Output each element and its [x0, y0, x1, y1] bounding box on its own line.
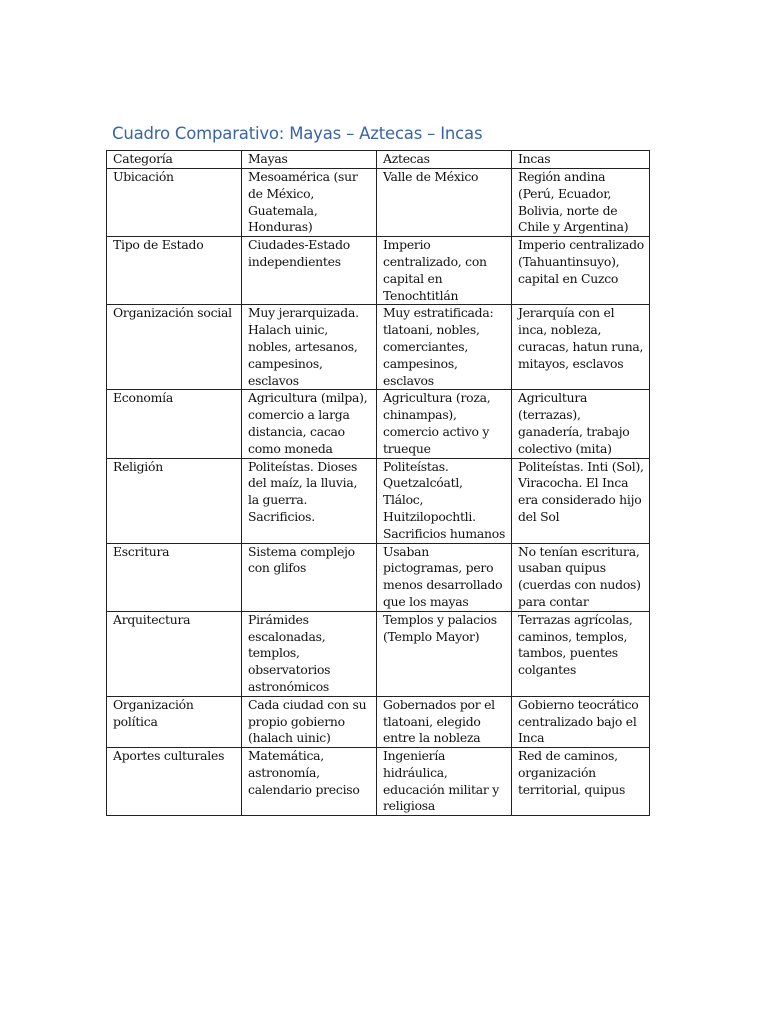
mayas-cell: Muy jerarquizada. Halach uinic, nobles, artesanos, campesinos, esclavos: [242, 305, 377, 390]
table-row: [107, 305, 650, 390]
header-cell-incas: Incas: [512, 151, 650, 169]
header-cell-categoria: Categoría: [107, 151, 242, 169]
row-category-cell: Economía: [107, 390, 242, 458]
incas-cell: Imperio centralizado (Tahuantinsuyo), capital en Cuzco: [512, 237, 650, 305]
incas-cell: Terrazas agrícolas, caminos, templos, tambos, puentes colgantes: [512, 611, 650, 696]
aztecas-cell: Valle de México: [377, 169, 512, 237]
row-category-cell: Organización política: [107, 696, 242, 747]
mayas-cell: Mesoamérica (sur de México, Guatemala, Honduras): [242, 169, 377, 237]
incas-cell: Red de caminos, organización territorial, quipus: [512, 748, 650, 816]
mayas-cell: Sistema complejo con glifos: [242, 543, 377, 611]
table-row: [107, 458, 650, 543]
comparison-table: [106, 150, 650, 816]
header-cell-mayas: Mayas: [242, 151, 377, 169]
row-category-cell: Religión: [107, 458, 242, 543]
aztecas-cell: Imperio centralizado, con capital en Tenochtitlán: [377, 237, 512, 305]
incas-cell: Región andina (Perú, Ecuador, Bolivia, norte de Chile y Argentina): [512, 169, 650, 237]
row-category-cell: Organización social: [107, 305, 242, 390]
row-category-cell: Aportes culturales: [107, 748, 242, 816]
aztecas-cell: Muy estratificada: tlatoani, nobles, comerciantes, campesinos, esclavos: [377, 305, 512, 390]
incas-cell: No tenían escritura, usaban quipus (cuerdas con nudos) para contar: [512, 543, 650, 611]
table-row: [107, 237, 650, 305]
row-category-cell: Ubicación: [107, 169, 242, 237]
header-cell-aztecas: Aztecas: [377, 151, 512, 169]
aztecas-cell: Templos y palacios (Templo Mayor): [377, 611, 512, 696]
document-title: Cuadro Comparativo: Mayas – Aztecas – Incas: [112, 124, 483, 143]
table-row: [107, 169, 650, 237]
mayas-cell: Politeístas. Dioses del maíz, la lluvia, la guerra. Sacrificios.: [242, 458, 377, 543]
mayas-cell: Ciudades-Estado independientes: [242, 237, 377, 305]
table-header-row: [107, 151, 650, 169]
row-category-cell: Tipo de Estado: [107, 237, 242, 305]
mayas-cell: Agricultura (milpa), comercio a larga distancia, cacao como moneda: [242, 390, 377, 458]
mayas-cell: Pirámides escalonadas, templos, observatorios astronómicos: [242, 611, 377, 696]
table-row: [107, 611, 650, 696]
row-category-cell: Escritura: [107, 543, 242, 611]
mayas-cell: Matemática, astronomía, calendario preciso: [242, 748, 377, 816]
table-row: [107, 390, 650, 458]
aztecas-cell: Gobernados por el tlatoani, elegido entre la nobleza: [377, 696, 512, 747]
table-row: [107, 748, 650, 816]
aztecas-cell: Ingeniería hidráulica, educación militar y religiosa: [377, 748, 512, 816]
aztecas-cell: Politeístas. Quetzalcóatl, Tláloc, Huitzilopochtli. Sacrificios humanos: [377, 458, 512, 543]
row-category-cell: Arquitectura: [107, 611, 242, 696]
incas-cell: Politeístas. Inti (Sol), Viracocha. El Inca era considerado hijo del Sol: [512, 458, 650, 543]
incas-cell: Jerarquía con el inca, nobleza, curacas, hatun runa, mitayos, esclavos: [512, 305, 650, 390]
table-row: [107, 543, 650, 611]
aztecas-cell: Agricultura (roza, chinampas), comercio activo y trueque: [377, 390, 512, 458]
incas-cell: Gobierno teocrático centralizado bajo el Inca: [512, 696, 650, 747]
table-row: [107, 696, 650, 747]
incas-cell: Agricultura (terrazas), ganadería, trabajo colectivo (mita): [512, 390, 650, 458]
aztecas-cell: Usaban pictogramas, pero menos desarrollado que los mayas: [377, 543, 512, 611]
mayas-cell: Cada ciudad con su propio gobierno (halach uinic): [242, 696, 377, 747]
